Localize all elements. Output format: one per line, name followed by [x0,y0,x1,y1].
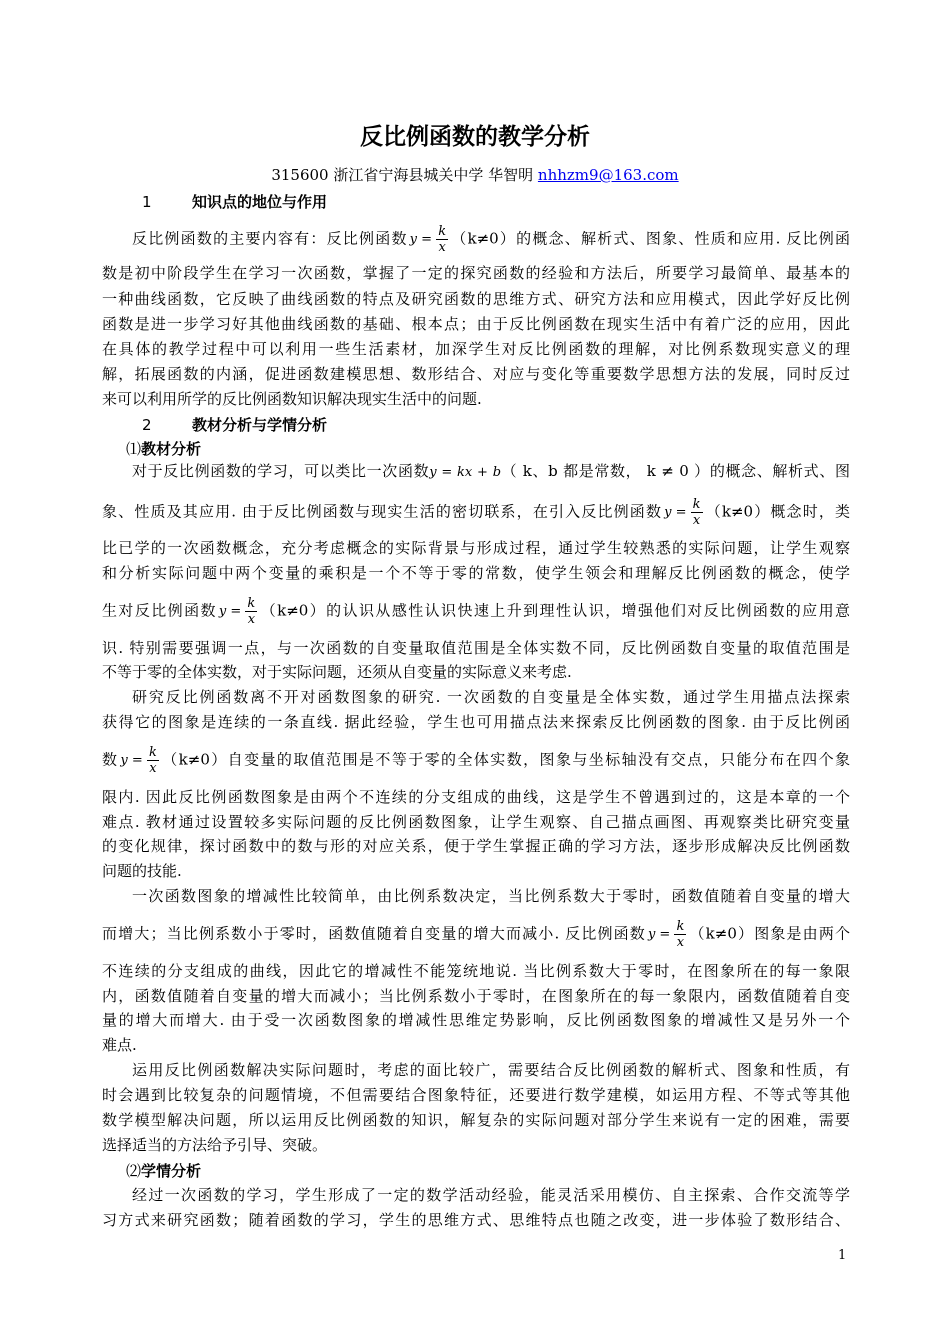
paragraph-line: 选择适当的方法给予引导、突破。 [102,1136,328,1154]
paragraph-line: 和分析实际问题中两个变量的乘积是一个不等于零的常数，使学生领会和理解反比例函数的概念，使学 [102,564,850,582]
paragraph-line: 数是初中阶段学生在学习一次函数，掌握了一定的探究函数的经验和方法后，所要学习最简单、最基本的 [102,264,850,282]
formula-inverse: y = $\frac{k}{x}$ [409,224,447,255]
paragraph-line: 数学模型解决问题，所以运用反比例函数的知识，解复杂的实际问题对部分学生来说有一定的困难，需要 [102,1111,850,1129]
formula-inverse: y = $\frac{k}{x}$ [120,745,157,776]
author-line [0,164,950,185]
paragraph-line: 比已学的一次函数概念，充分考虑概念的实际背景与形成过程，通过学生较熟悉的实际问题，让学生观察 [102,539,850,557]
paragraph-line: 量的增大而增大. 由于受一次函数图象的增减性思维定势影响，反比例函数图象的增减性又是另外一个 [102,1011,850,1029]
paragraph-line: 不等于零的全体实数，对于实际问题，还须从自变量的实际意义来考虑. [102,663,572,681]
section-number: 1 [142,193,152,211]
paragraph-line: 对于反比例函数的学习，可以类比一次函数y = kx + b（ k、b 都是常数， k ≠ 0 ）的概念、解析式、图 [132,462,850,480]
subsection-2-heading: ⑵学情分析 [126,1162,202,1180]
formula-inverse: y = $\frac{k}{x}$ [218,596,256,627]
paragraph-line: 识. 特别需要强调一点，与一次函数的自变量取值范围是全体实数不同，反比例函数自变量的取值范围是 [102,639,850,657]
paragraph-line: 的变化规律，探讨函数中的数与形的对应关系，便于学生掌握正确的学习方法，逐步形成解决反比例函数 [102,837,850,855]
paragraph-line: 不连续的分支组成的曲线，因此它的增减性不能笼统地说. 当比例系数大于零时，在图象所在的每一象限 [102,962,850,980]
paragraph-line: 反比例函数的主要内容有：反比例函数 y = $\frac{k}{x}$ （k≠0）的概念、解析式、图象、性质和应用. 反比例函 [132,224,850,255]
formula-linear: y = kx + b [429,465,502,480]
section-title: 知识点的地位与作用 [192,193,328,211]
author-email-link[interactable]: nhhzm9@163.com [537,166,679,184]
section-number: 2 [142,416,152,434]
paragraph-line: 问题的技能. [102,862,182,880]
paragraph-line: 获得它的图象是连续的一条直线. 据此经验，学生也可用描点法来探索反比例函数的图象. 由于反比例函 [102,713,850,731]
subsection-1-heading: ⑴教材分析 [126,440,202,458]
section-title: 教材分析与学情分析 [192,416,328,434]
paragraph-line: 时会遇到比较复杂的问题情境，不但需要结合图象特征，还要进行数学建模，如运用方程、不等式等其他 [102,1086,850,1104]
paragraph-line: 限内. 因此反比例函数图象是由两个不连续的分支组成的曲线，这是学生不曾遇到过的，这是本章的一个 [102,788,850,806]
formula-inverse: y = $\frac{k}{x}$ [664,497,701,528]
page-title: 反比例函数的教学分析 [360,124,590,150]
paragraph-line: 经过一次函数的学习，学生形成了一定的数学活动经验，能灵活采用模仿、自主探索、合作交流等学 [132,1186,850,1204]
page-number: 1 [838,1248,847,1263]
paragraph-line: 生对反比例函数 y = $\frac{k}{x}$ （k≠0）的认识从感性认识快速上升到理性认识，增强他们对反比例函数的应用意 [102,596,850,627]
paragraph-line: 象、性质及其应用. 由于反比例函数与现实生活的密切联系，在引入反比例函数 y = $\frac{k}{x}$ （k≠0）概念时，类 [102,497,851,528]
paragraph-line: 运用反比例函数解决实际问题时，考虑的面比较广，需要结合反比例函数的解析式、图象和性质，有 [132,1061,850,1079]
formula-inverse: y = $\frac{k}{x}$ [647,919,685,950]
paragraph-line: 研究反比例函数离不开对函数图象的研究. 一次函数的自变量是全体实数，通过学生用描点法探索 [132,688,850,706]
paragraph-line: 内，函数值随着自变量的增大而减小；当比例系数小于零时，在图象所在的每一象限内，函数值随着自变 [102,987,850,1005]
paragraph-line: 一次函数图象的增减性比较简单，由比例系数决定，当比例系数大于零时，函数值随着自变量的增大 [132,887,850,905]
paragraph-line: 函数是进一步学习好其他曲线函数的基础、根本点；由于反比例函数在现实生活中有着广泛的应用，因此 [102,315,850,333]
paragraph-line: 难点. [102,1036,137,1054]
paragraph-line: 习方式来研究函数；随着函数的学习，学生的思维方式、思维特点也随之改变，进一步体验了数形结合、 [102,1211,850,1229]
paragraph-line: 来可以利用所学的反比例函数知识解决现实生活中的问题. [102,390,482,408]
paragraph-line: 数 y = $\frac{k}{x}$ （k≠0）自变量的取值范围是不等于零的全体实数，图象与坐标轴没有交点，只能分布在四个象 [102,745,850,776]
paragraph-line: 一种曲线函数，它反映了曲线函数的特点及研究函数的思维方式、研究方法和应用模式，因此学好反比例 [102,290,850,308]
author-info: 315600 浙江省宁海县城关中学 华智明 [271,166,538,184]
paragraph-line: 在具体的教学过程中可以利用一些生活素材，加深学生对反比例函数的理解，对比例系数现实意义的理 [102,340,850,358]
paragraph-line: 难点. 教材通过设置较多实际问题的反比例函数图象，让学生观察、自己描点画图、再观察类比研究变量 [102,813,850,831]
section-2-heading [142,414,327,435]
paragraph-line: 而增大；当比例系数小于零时，函数值随着自变量的增大而减小. 反比例函数 y = $\frac{k}{x}$ （k≠0）图象是由两个 [102,919,850,950]
paragraph-line: 解，拓展函数的内涵，促进函数建模思想、数形结合、对应与变化等重要数学思想方法的发展，同时反过 [102,365,850,383]
section-1-heading [142,191,327,212]
